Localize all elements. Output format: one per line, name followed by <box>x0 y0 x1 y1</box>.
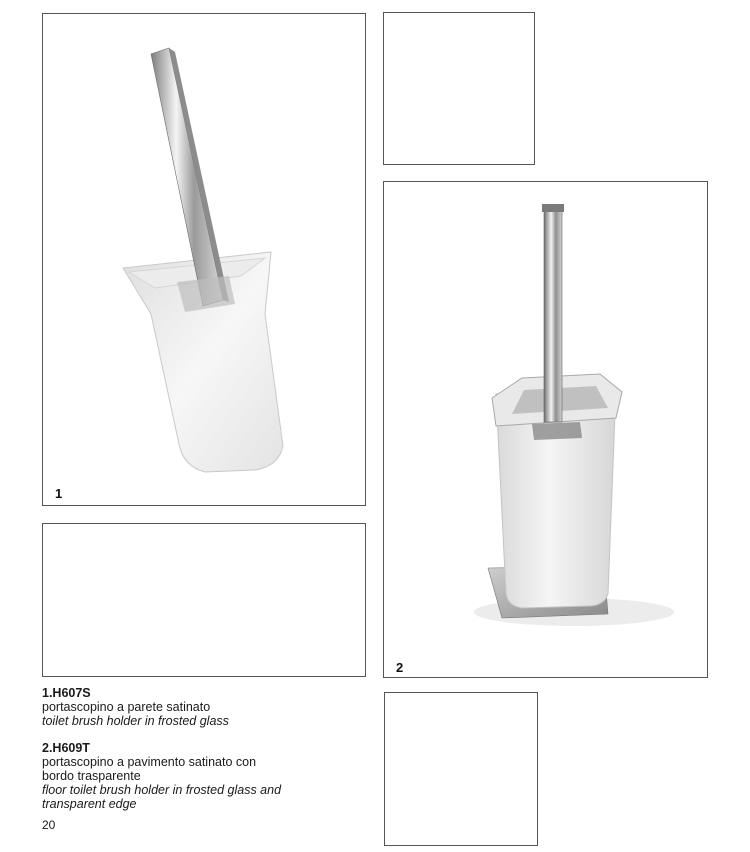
photo-frame-1 <box>42 13 366 506</box>
product-description-italian-2-line1: portascopino a pavimento satinato con <box>42 755 257 769</box>
photo-number-1: 1 <box>55 486 63 501</box>
product-caption-2 <box>42 741 281 811</box>
empty-frame-bottom-right <box>384 692 538 846</box>
empty-frame-top-right <box>383 12 535 165</box>
floor-brush-holder-image <box>384 182 707 677</box>
product-description-english-2-line1: floor toilet brush holder in frosted glass and <box>42 783 282 797</box>
wall-brush-holder-image <box>43 14 365 505</box>
photo-number-2: 2 <box>396 660 404 675</box>
product-description-english-1: toilet brush holder in frosted glass <box>42 714 229 728</box>
product-description-italian-2-line2: bordo trasparente <box>42 769 141 783</box>
product-description-italian-1: portascopino a parete satinato <box>42 700 211 714</box>
photo-frame-2 <box>383 181 708 678</box>
product-caption-1 <box>42 686 229 728</box>
product-code-2: 2.H609T <box>42 741 90 755</box>
product-code-1: 1.H607S <box>42 686 91 700</box>
empty-frame-middle-left <box>42 523 366 677</box>
product-description-english-2-line2: transparent edge <box>42 797 137 811</box>
page-number: 20 <box>42 818 56 832</box>
